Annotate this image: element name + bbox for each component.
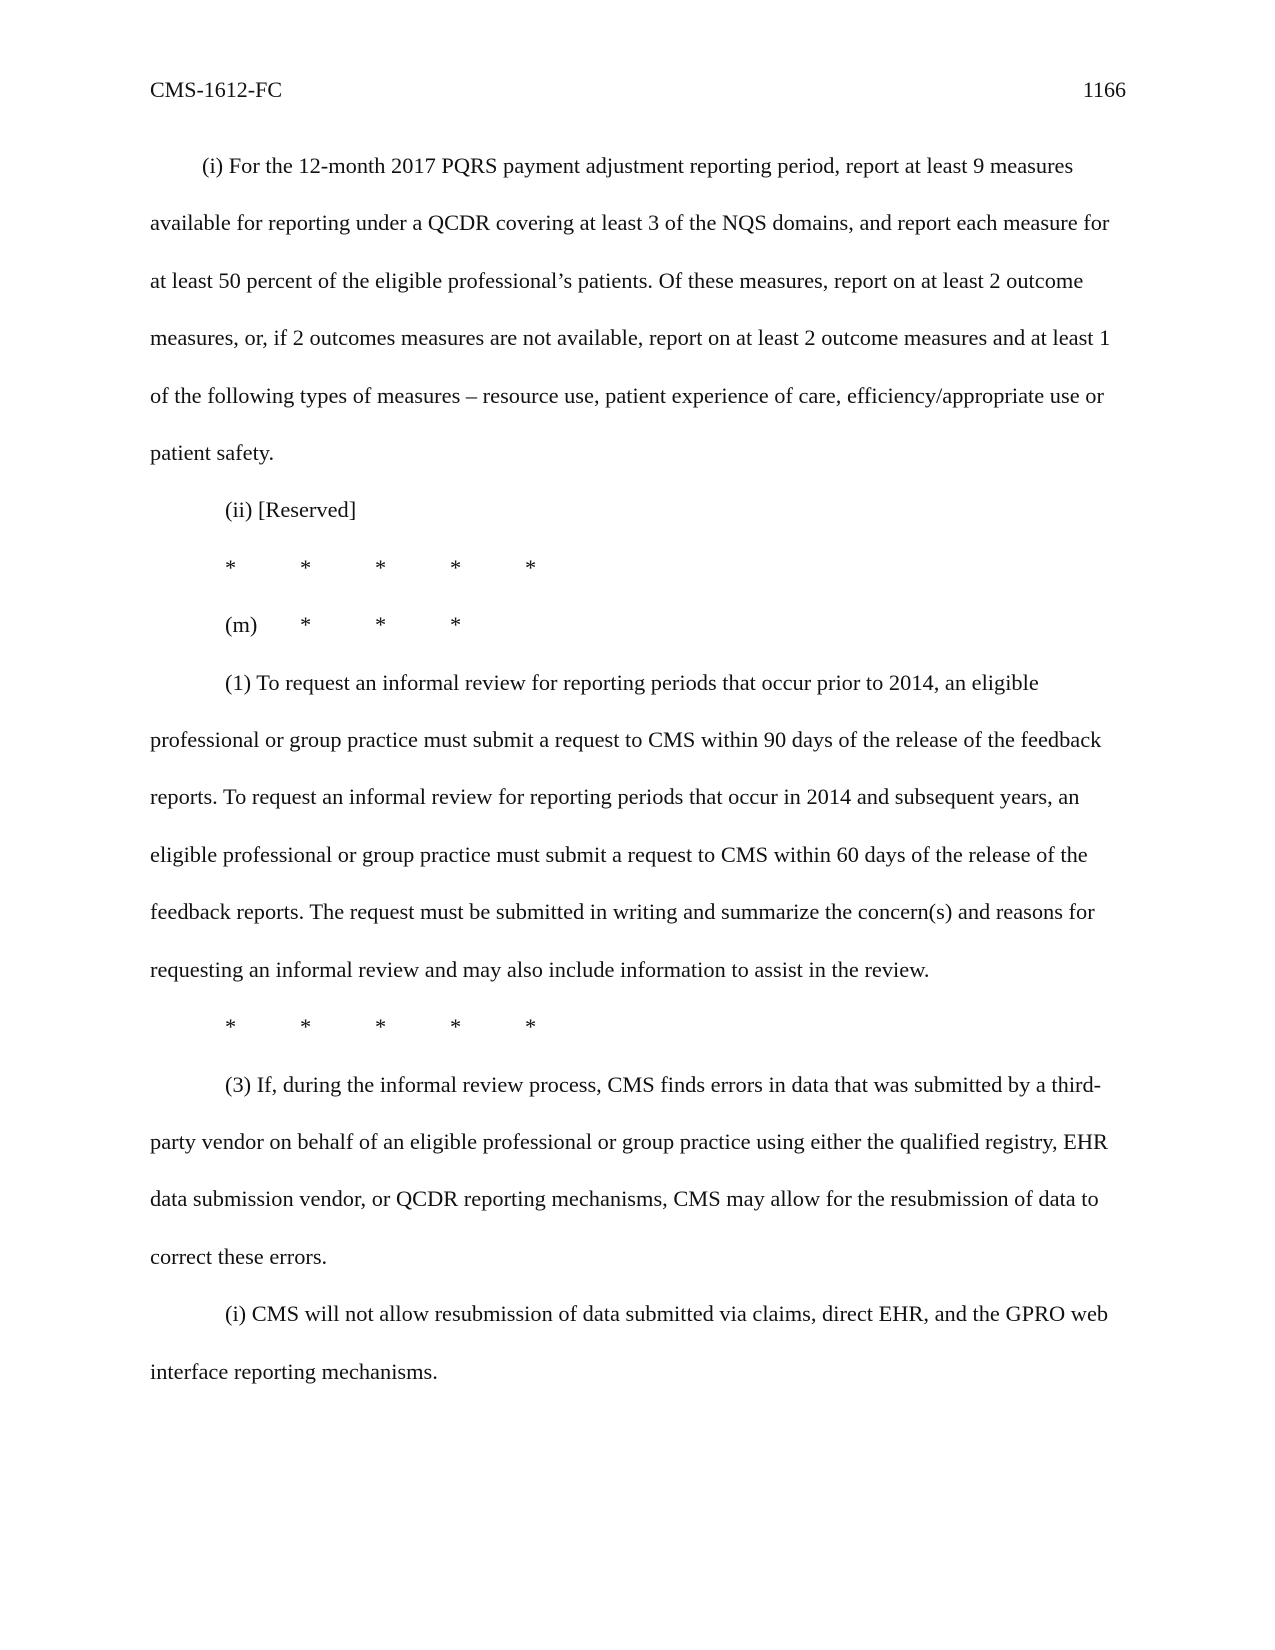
omission-star: * xyxy=(375,612,387,638)
paragraph-i: (i) For the 12-month 2017 PQRS payment adjustment reporting period, report at least 9 measures available for reporting under a QCDR covering at least 3 of the NQS domains, and report each measure for at least 50 percent of the eligible professional’s patients. Of these measures, report on at least 2 outcome measures, or, if 2 outcomes measures are not available, report on at least 2 outcome measures and at least 1 of the following types of measures – resource use, patient experience of care, efficiency/appropriate use or patient safety. xyxy=(150,153,1111,466)
omission-star: * xyxy=(225,1014,237,1040)
document-body xyxy=(150,137,1126,1400)
document-id: CMS-1612-FC xyxy=(150,77,283,102)
omission-star: * xyxy=(225,554,237,580)
omission-star: * xyxy=(375,1014,387,1040)
paragraph-m-1: (1) To request an informal review for reporting periods that occur prior to 2014, an eligible professional or group practice must submit a request to CMS within 90 days of the release of the feedback reports. To request an informal review for reporting periods that occur in 2014 and subsequent years, an eligible professional or group practice must submit a request to CMS within 60 days of the release of the feedback reports. The request must be submitted in writing and summarize the concern(s) and reasons for requesting an informal review and may also include information to assist in the review. xyxy=(150,669,1102,982)
omission-star: * xyxy=(450,612,462,638)
page-number: 1166 xyxy=(1082,77,1126,102)
omission-stars xyxy=(150,539,1126,596)
paragraph-m-3: (3) If, during the informal review process, CMS finds errors in data that was submitted by a third-party vendor on behalf of an eligible professional or group practice using either the qualified registry, EHR data submission vendor, or QCDR reporting mechanisms, CMS may allow for the resubmission of data to correct these errors. xyxy=(150,1071,1108,1269)
omission-star: * xyxy=(375,554,387,580)
omission-star: * xyxy=(450,554,462,580)
subsection-m-marker xyxy=(150,596,1126,653)
paragraph-m-3-i: (i) CMS will not allow resubmission of data submitted via claims, direct EHR, and the GPRO web interface reporting mechanisms. xyxy=(150,1301,1109,1384)
omission-star: * xyxy=(300,1014,312,1040)
subsection-m-label: (m) xyxy=(225,612,258,638)
omission-star: * xyxy=(525,554,537,580)
omission-star: * xyxy=(300,554,312,580)
paragraph-ii-reserved: (ii) [Reserved] xyxy=(225,497,357,523)
omission-star: * xyxy=(450,1014,462,1040)
omission-stars-2 xyxy=(150,998,1126,1055)
omission-star: * xyxy=(300,612,312,638)
omission-star: * xyxy=(525,1014,537,1040)
